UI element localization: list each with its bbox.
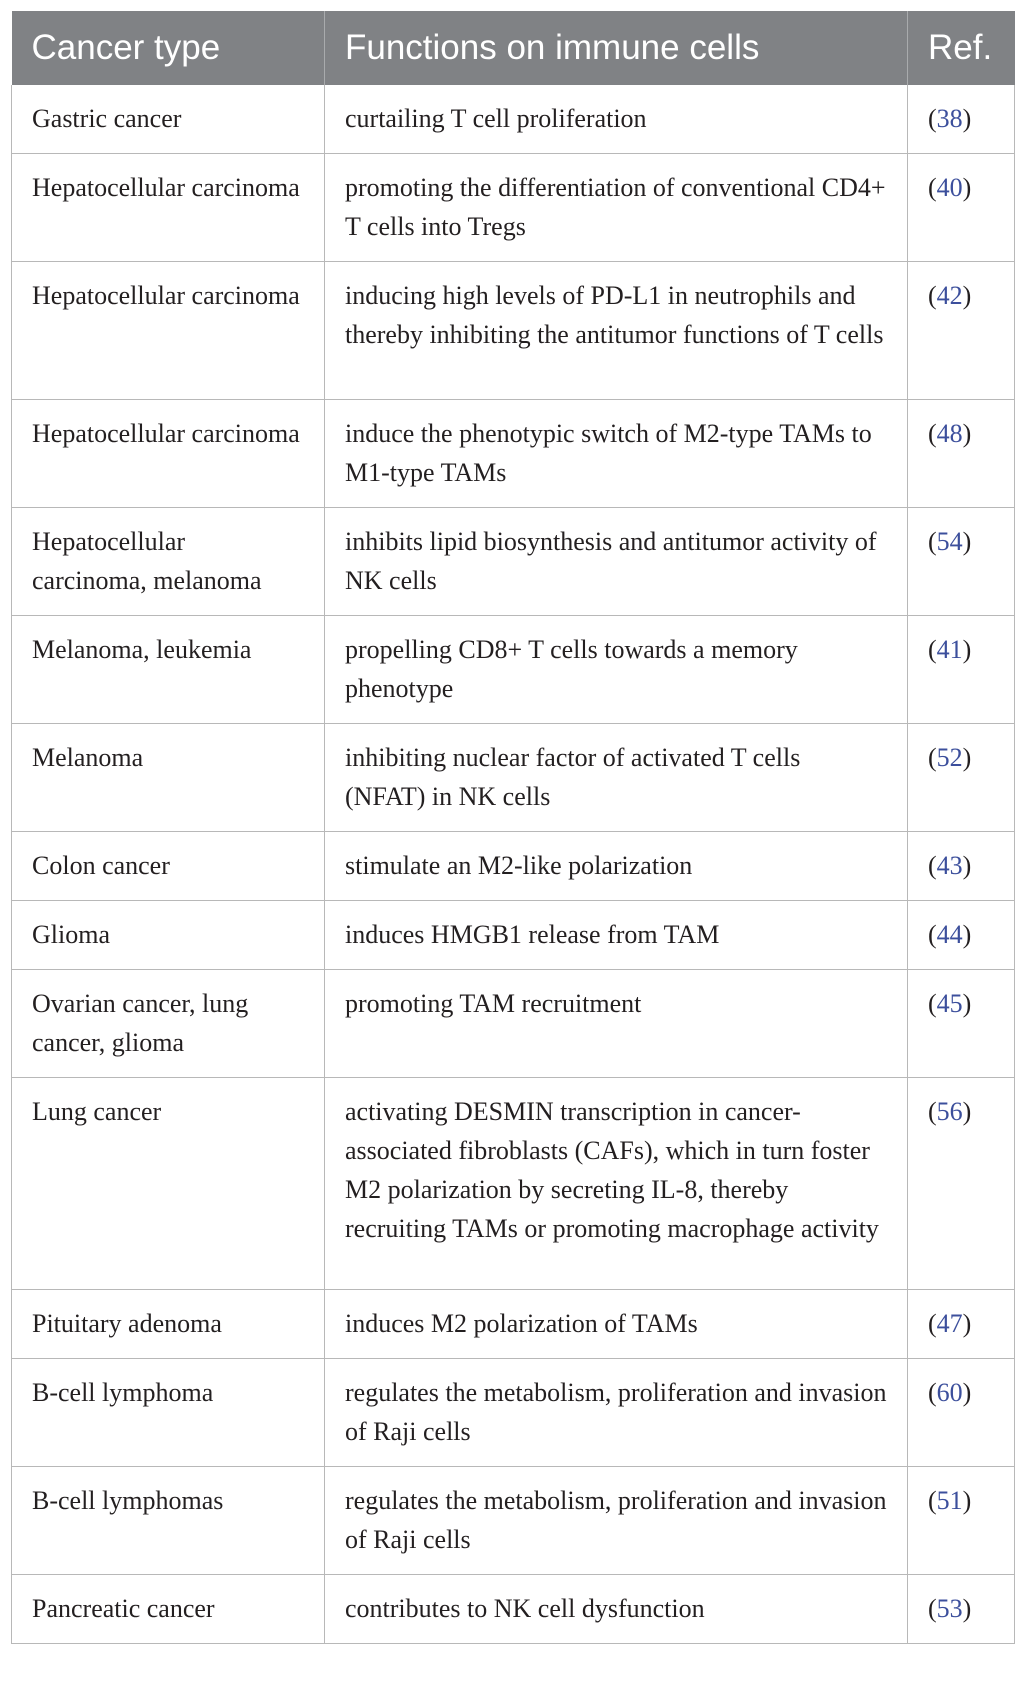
table-row xyxy=(12,262,1015,400)
cell-function: induces M2 polarization of TAMs xyxy=(325,1290,908,1359)
table-row xyxy=(12,85,1015,154)
table-row xyxy=(12,508,1015,616)
reference-link[interactable]: 41 xyxy=(936,635,963,664)
table-row xyxy=(12,970,1015,1078)
table-row xyxy=(12,1467,1015,1575)
cell-function: promoting the differentiation of conventional CD4+ T cells into Tregs xyxy=(325,154,908,262)
immune-functions-table xyxy=(11,11,1015,1644)
cell-cancer-type: Hepatocellular carcinoma xyxy=(12,262,325,400)
table-body xyxy=(12,85,1015,1644)
table-row xyxy=(12,400,1015,508)
table-row xyxy=(12,154,1015,262)
cell-cancer-type: Hepatocellular carcinoma xyxy=(12,400,325,508)
header-functions: Functions on immune cells xyxy=(325,11,908,85)
cell-ref: (43) xyxy=(908,832,1015,901)
cell-ref: (51) xyxy=(908,1467,1015,1575)
cell-function: inhibiting nuclear factor of activated T cells (NFAT) in NK cells xyxy=(325,724,908,832)
cell-ref: (40) xyxy=(908,154,1015,262)
reference-link[interactable]: 38 xyxy=(936,104,963,133)
cell-function: induce the phenotypic switch of M2-type TAMs to M1-type TAMs xyxy=(325,400,908,508)
reference-link[interactable]: 52 xyxy=(936,743,963,772)
reference-link[interactable]: 53 xyxy=(936,1594,963,1623)
table-row xyxy=(12,901,1015,970)
cell-ref: (48) xyxy=(908,400,1015,508)
cell-cancer-type: Glioma xyxy=(12,901,325,970)
cell-ref: (38) xyxy=(908,85,1015,154)
reference-link[interactable]: 48 xyxy=(936,419,963,448)
reference-link[interactable]: 51 xyxy=(936,1486,963,1515)
cell-function: propelling CD8+ T cells towards a memory phenotype xyxy=(325,616,908,724)
table-row xyxy=(12,724,1015,832)
cell-cancer-type: Pancreatic cancer xyxy=(12,1575,325,1644)
cell-ref: (42) xyxy=(908,262,1015,400)
cell-ref: (52) xyxy=(908,724,1015,832)
cell-cancer-type: Hepatocellular carcinoma xyxy=(12,154,325,262)
table-row xyxy=(12,1575,1015,1644)
cell-cancer-type: Melanoma xyxy=(12,724,325,832)
cell-cancer-type: Pituitary adenoma xyxy=(12,1290,325,1359)
reference-link[interactable]: 47 xyxy=(936,1309,963,1338)
table-header xyxy=(12,11,1015,85)
reference-link[interactable]: 44 xyxy=(936,920,963,949)
cell-cancer-type: B-cell lymphoma xyxy=(12,1359,325,1467)
reference-link[interactable]: 45 xyxy=(936,989,963,1018)
cell-ref: (41) xyxy=(908,616,1015,724)
data-table-container xyxy=(11,11,1014,1644)
cell-ref: (54) xyxy=(908,508,1015,616)
cell-ref: (60) xyxy=(908,1359,1015,1467)
reference-link[interactable]: 40 xyxy=(936,173,963,202)
cell-function: regulates the metabolism, proliferation and invasion of Raji cells xyxy=(325,1467,908,1575)
reference-link[interactable]: 60 xyxy=(936,1378,963,1407)
header-row xyxy=(12,11,1015,85)
table-row xyxy=(12,1290,1015,1359)
table-row xyxy=(12,1078,1015,1290)
cell-function: contributes to NK cell dysfunction xyxy=(325,1575,908,1644)
cell-function: activating DESMIN transcription in cancer-associated fibroblasts (CAFs), which in turn foster M2 polarization by secreting IL-8, thereby recruiting TAMs or promoting macrophage activity xyxy=(325,1078,908,1290)
cell-ref: (44) xyxy=(908,901,1015,970)
cell-cancer-type: Gastric cancer xyxy=(12,85,325,154)
cell-cancer-type: Lung cancer xyxy=(12,1078,325,1290)
table-row xyxy=(12,1359,1015,1467)
cell-function: regulates the metabolism, proliferation and invasion of Raji cells xyxy=(325,1359,908,1467)
table-row xyxy=(12,616,1015,724)
cell-ref: (56) xyxy=(908,1078,1015,1290)
header-cancer-type: Cancer type xyxy=(12,11,325,85)
cell-ref: (47) xyxy=(908,1290,1015,1359)
cell-cancer-type: Melanoma, leukemia xyxy=(12,616,325,724)
reference-link[interactable]: 56 xyxy=(936,1097,963,1126)
cell-function: inducing high levels of PD-L1 in neutrophils and thereby inhibiting the antitumor functions of T cells xyxy=(325,262,908,400)
cell-ref: (53) xyxy=(908,1575,1015,1644)
table-row xyxy=(12,832,1015,901)
cell-cancer-type: Hepatocellular carcinoma, melanoma xyxy=(12,508,325,616)
cell-function: promoting TAM recruitment xyxy=(325,970,908,1078)
cell-function: curtailing T cell proliferation xyxy=(325,85,908,154)
cell-function: induces HMGB1 release from TAM xyxy=(325,901,908,970)
cell-ref: (45) xyxy=(908,970,1015,1078)
cell-cancer-type: B-cell lymphomas xyxy=(12,1467,325,1575)
reference-link[interactable]: 54 xyxy=(936,527,963,556)
header-ref: Ref. xyxy=(908,11,1015,85)
cell-cancer-type: Colon cancer xyxy=(12,832,325,901)
cell-function: inhibits lipid biosynthesis and antitumor activity of NK cells xyxy=(325,508,908,616)
reference-link[interactable]: 42 xyxy=(936,281,963,310)
reference-link[interactable]: 43 xyxy=(936,851,963,880)
cell-function: stimulate an M2-like polarization xyxy=(325,832,908,901)
cell-cancer-type: Ovarian cancer, lung cancer, glioma xyxy=(12,970,325,1078)
